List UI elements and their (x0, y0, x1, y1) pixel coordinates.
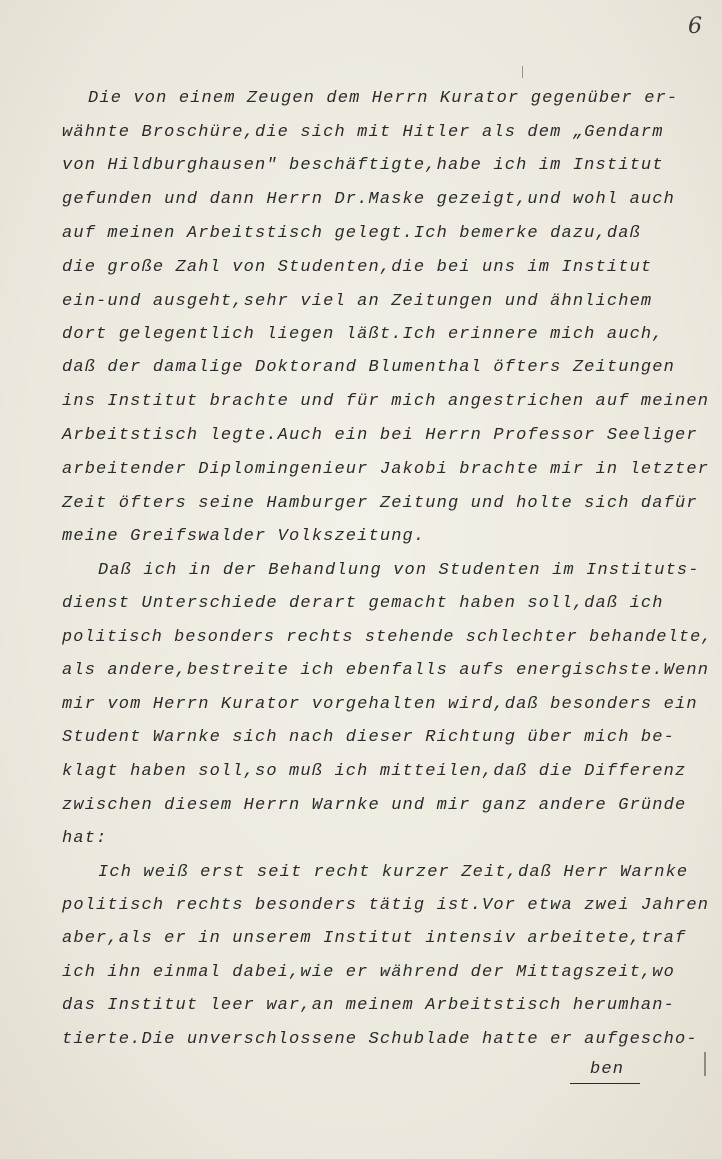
text-line: klagt haben soll,so muß ich mitteilen,daß die Differenz (62, 762, 687, 781)
text-line: dienst Unterschiede derart gemacht haben soll,daß ich (62, 594, 664, 613)
text-line: Zeit öfters seine Hamburger Zeitung und holte sich dafür (62, 494, 698, 513)
text-line: gefunden und dann Herrn Dr.Maske gezeigt,und wohl auch (62, 190, 675, 209)
text-line: mir vom Herrn Kurator vorgehalten wird,daß besonders ein (62, 695, 698, 714)
text-line: Student Warnke sich nach dieser Richtung über mich be- (62, 728, 675, 747)
text-line: hat: (62, 829, 108, 848)
text-line: die große Zahl von Studenten,die bei uns im Institut (62, 258, 653, 277)
text-line: von Hildburghausen" beschäftigte,habe ich im Institut (62, 156, 664, 175)
margin-tick (522, 66, 523, 78)
text-line: das Institut leer war,an meinem Arbeitstisch herumhan- (62, 996, 675, 1015)
edge-mark (704, 1052, 716, 1076)
text-line: ich ihn einmal dabei,wie er während der Mittagszeit,wo (62, 963, 675, 982)
catchword: ben (590, 1060, 625, 1079)
text-line: Daß ich in der Behandlung von Studenten im Instituts- (98, 561, 700, 580)
text-line: tierte.Die unverschlossene Schublade hatte er aufgescho- (62, 1030, 698, 1049)
text-line: arbeitender Diplomingenieur Jakobi brachte mir in letzter (62, 460, 710, 479)
page-number: 6 (688, 14, 702, 39)
text-line: ins Institut brachte und für mich angestrichen auf meinen (62, 392, 710, 411)
text-line: Arbeitstisch legte.Auch ein bei Herrn Professor Seeliger (62, 426, 698, 445)
text-line: auf meinen Arbeitstisch gelegt.Ich bemerke dazu,daß (62, 224, 641, 243)
text-line: ein-und ausgeht,sehr viel an Zeitungen und ähnlichem (62, 292, 653, 311)
text-line: Die von einem Zeugen dem Herrn Kurator gegenüber er- (88, 89, 679, 108)
text-line: politisch rechts besonders tätig ist.Vor etwa zwei Jahren (62, 896, 710, 915)
text-line: Ich weiß erst seit recht kurzer Zeit,daß Herr Warnke (98, 863, 689, 882)
catchword-underline (570, 1083, 640, 1084)
text-line: dort gelegentlich liegen läßt.Ich erinnere mich auch, (62, 325, 664, 344)
text-line: als andere,bestreite ich ebenfalls aufs energischste.Wenn (62, 661, 710, 680)
text-line: wähnte Broschüre,die sich mit Hitler als dem „Gendarm (62, 123, 664, 142)
text-line: meine Greifswalder Volkszeitung. (62, 527, 426, 546)
text-line: daß der damalige Doktorand Blumenthal öfters Zeitungen (62, 358, 675, 377)
text-line: aber,als er in unserem Institut intensiv arbeitete,traf (62, 929, 687, 948)
text-line: politisch besonders rechts stehende schlechter behandelte, (62, 628, 713, 647)
text-line: zwischen diesem Herrn Warnke und mir ganz andere Gründe (62, 796, 687, 815)
